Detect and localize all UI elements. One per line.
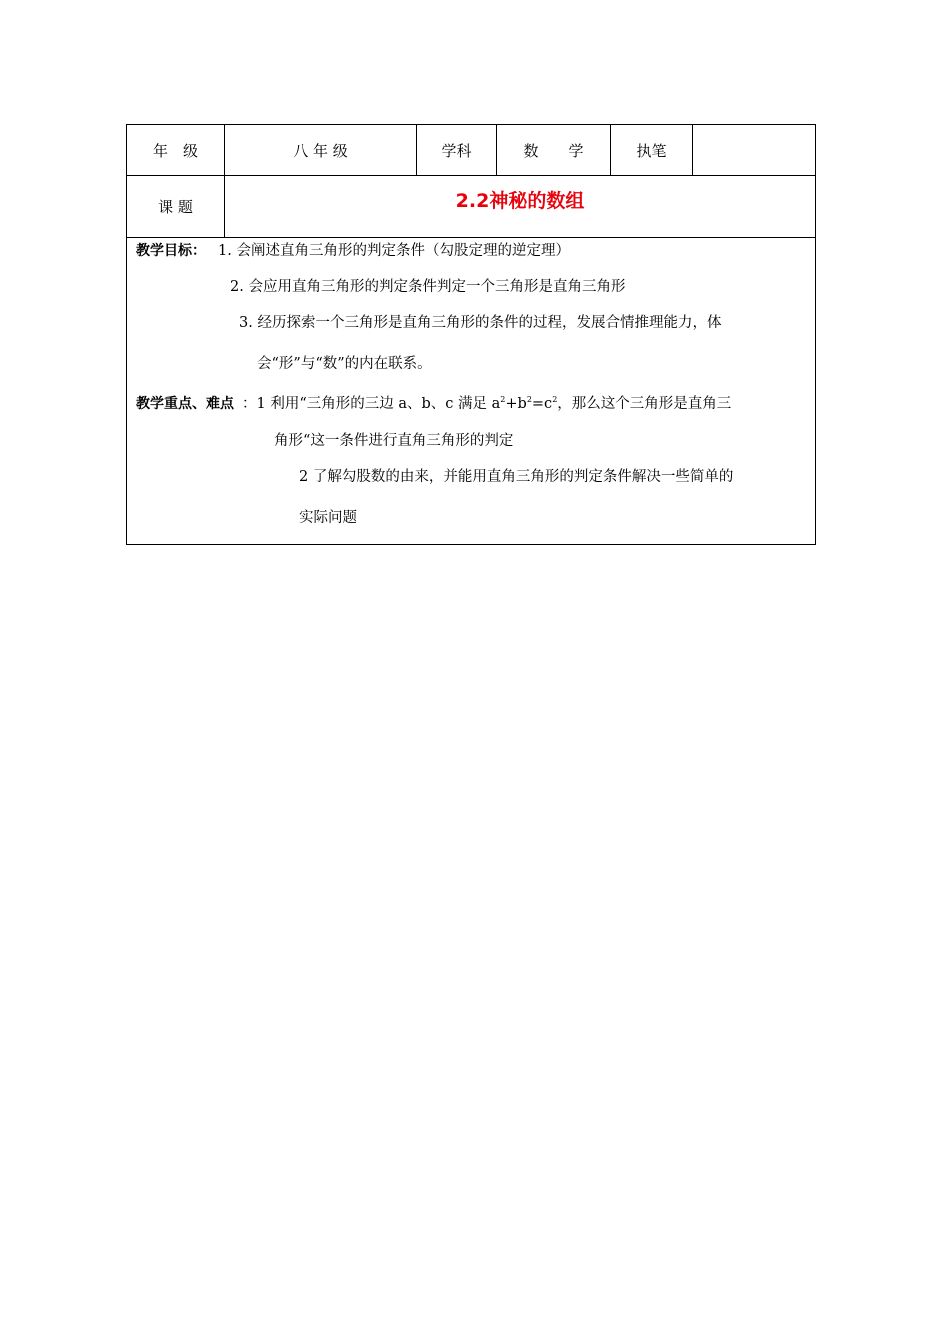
content-section: [127, 238, 815, 544]
grade-label: 年 级: [127, 125, 225, 175]
objective-3-line-2: 会“形”与“数”的内在联系。: [257, 356, 432, 372]
author-label: 执笔: [611, 125, 693, 175]
header-row: [127, 125, 815, 176]
objectives-line-1: [136, 241, 570, 261]
subject-value: 数 学: [497, 125, 611, 175]
topic-row: [127, 176, 815, 238]
key-point-1-prefix: ：1 利用“三角形的三边 a、b、c 满足 a: [242, 396, 501, 412]
key-points-line-1: [136, 390, 731, 414]
key-point-2-line-2: 实际问题: [299, 510, 357, 526]
objective-2: 2. 会应用直角三角形的判定条件判定一个三角形是直角三角形: [230, 279, 626, 295]
superscript-b: 2: [526, 395, 532, 404]
key-point-1-suffix: ，那么这个三角形是直角三: [557, 396, 732, 412]
topic-label: 课 题: [127, 176, 225, 237]
plus-b: +b: [505, 396, 527, 412]
equals-c: =c: [531, 396, 553, 412]
lesson-plan-table: [126, 124, 816, 545]
objective-3-line-1: 3. 经历探索一个三角形是直角三角形的条件的过程，发展合情推理能力，体: [239, 315, 722, 331]
subject-label: 学科: [417, 125, 497, 175]
lesson-title: 2.2神秘的数组: [455, 190, 585, 212]
key-point-1-line-2: 角形“这一条件进行直角三角形的判定: [274, 433, 514, 449]
grade-value: 八 年 级: [225, 125, 417, 175]
key-points-label: 教学重点、难点: [136, 396, 234, 412]
objectives-label: 教学目标：: [136, 243, 206, 259]
topic-title-cell: [225, 176, 815, 237]
key-point-2-line-1: 2 了解勾股数的由来，并能用直角三角形的判定条件解决一些简单的: [299, 469, 734, 485]
superscript-c: 2: [552, 395, 558, 404]
superscript-a: 2: [500, 395, 506, 404]
objective-1: 1. 会阐述直角三角形的判定条件（勾股定理的逆定理）: [218, 243, 570, 259]
author-value: [693, 125, 815, 175]
